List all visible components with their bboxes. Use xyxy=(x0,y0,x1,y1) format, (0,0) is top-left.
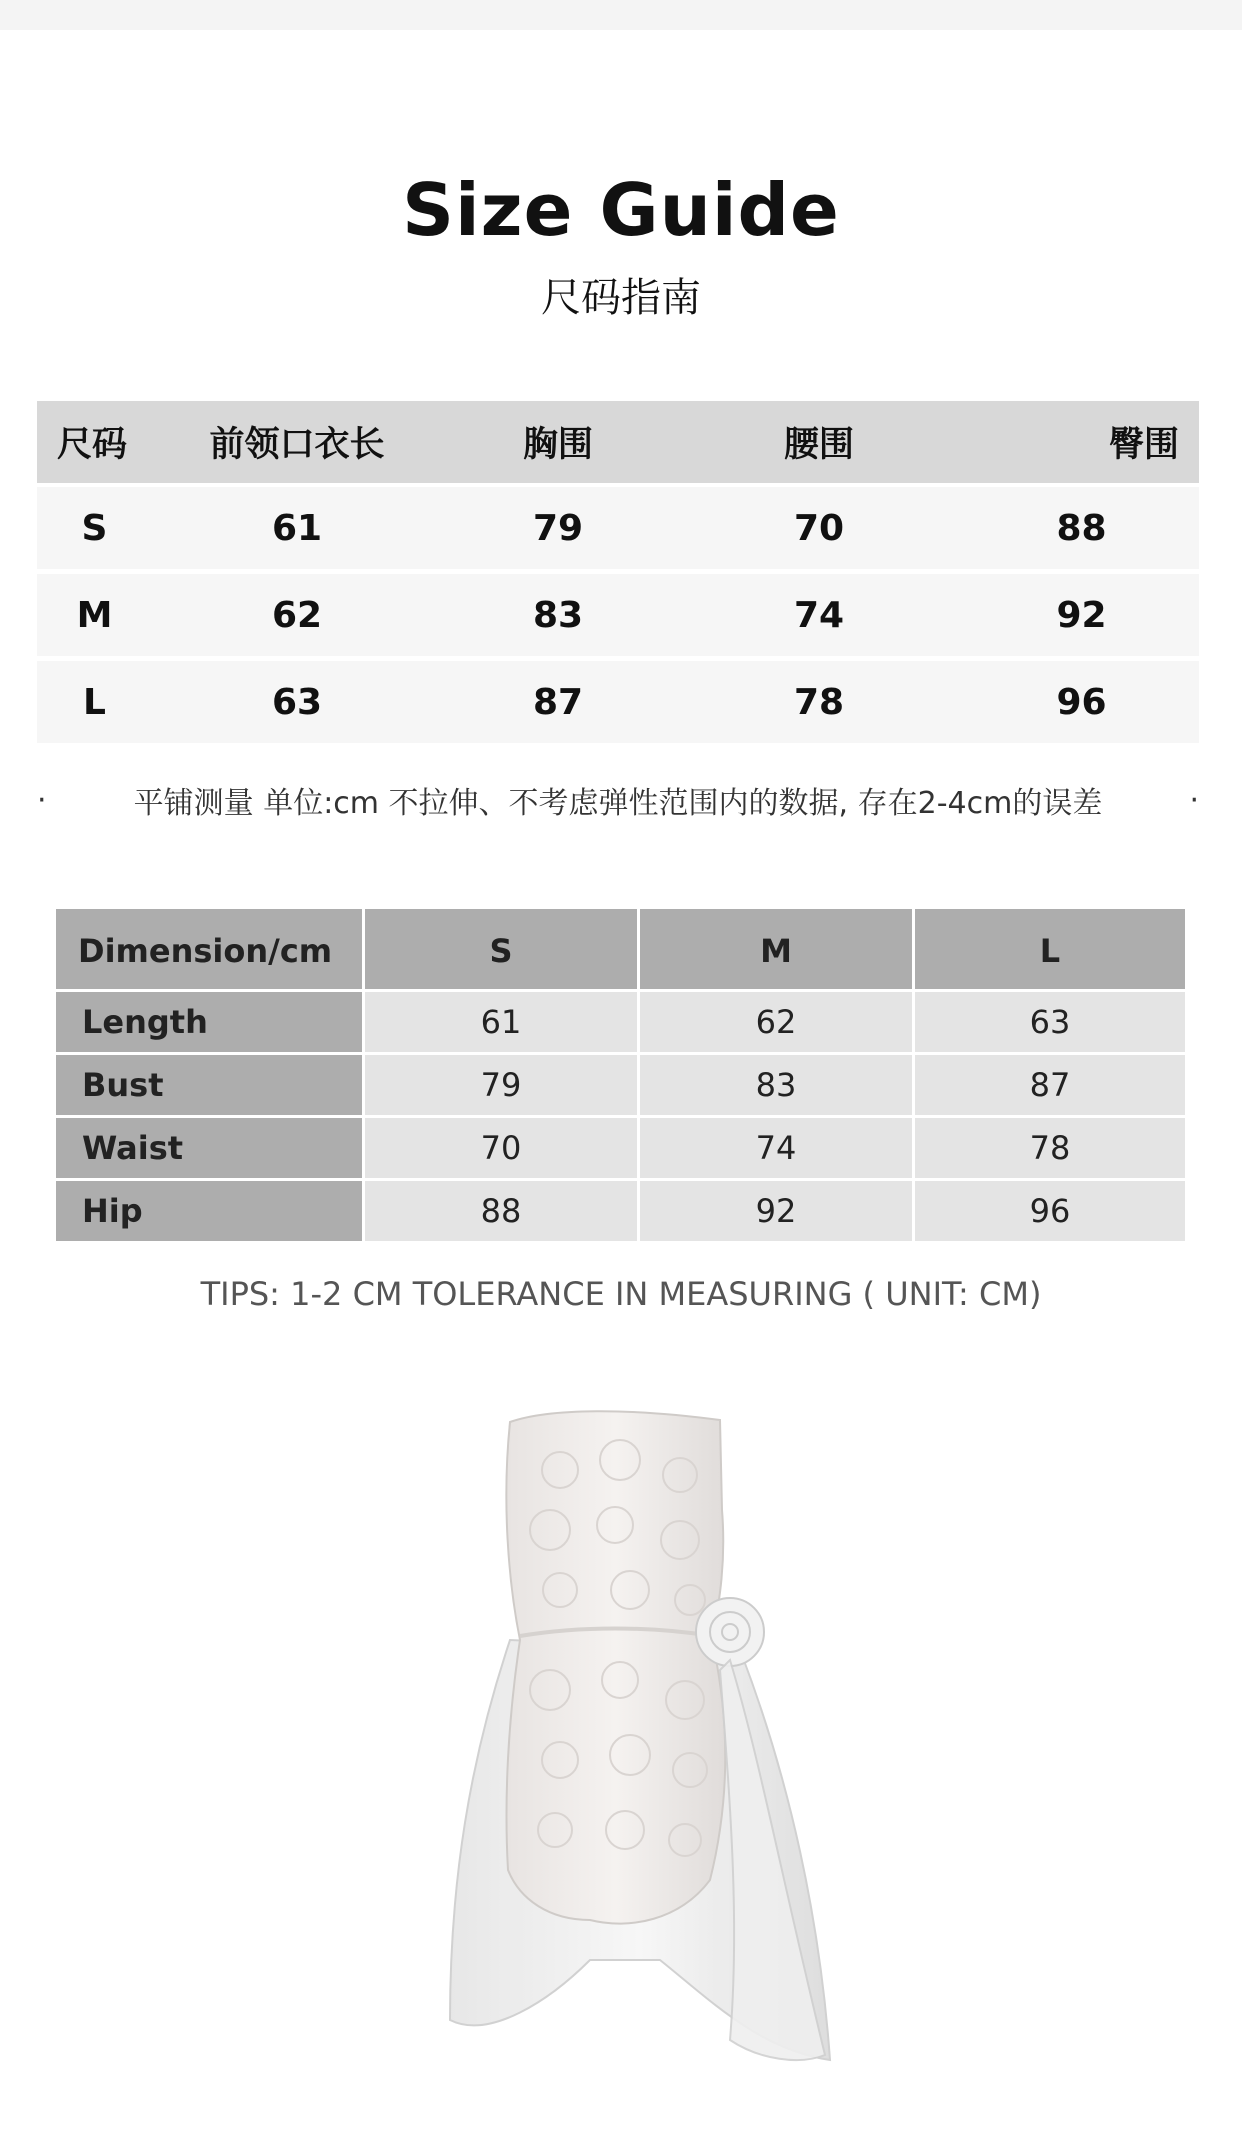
table-row xyxy=(37,661,1199,743)
value-cell: 62 xyxy=(271,594,323,636)
value-cell: 88 xyxy=(1056,507,1107,549)
rose-detail xyxy=(696,1598,764,1666)
table-row xyxy=(37,487,1199,569)
measurement-note-text: 平铺测量 单位:cm 不拉伸、不考虑弹性范围内的数据, 存在2-4cm的误差 xyxy=(133,786,1103,821)
en-table-header xyxy=(56,909,1185,989)
en-header-cell: M xyxy=(640,909,912,989)
value-cell: 62 xyxy=(640,992,912,1052)
value-cell: 79 xyxy=(532,507,584,549)
cn-header-cell: 前领口衣长 xyxy=(209,425,385,465)
table-row xyxy=(56,1181,1185,1241)
en-header-cell: S xyxy=(365,909,637,989)
table-row xyxy=(37,574,1199,656)
cn-header-cell: 腰围 xyxy=(783,425,854,465)
measurement-note xyxy=(37,778,1199,822)
value-cell: 87 xyxy=(915,1055,1185,1115)
dimension-label: Bust xyxy=(56,1055,362,1115)
value-cell: 78 xyxy=(793,681,845,723)
dress-illustration xyxy=(430,1400,850,2080)
value-cell: 83 xyxy=(532,594,584,636)
en-size-table xyxy=(56,909,1185,1244)
en-header-cell: Dimension/cm xyxy=(56,909,362,989)
tolerance-tip: TIPS: 1-2 CM TOLERANCE IN MEASURING ( UNIT: CM) xyxy=(200,1275,1042,1313)
cn-header-cell: 胸围 xyxy=(522,425,593,465)
cn-header-cell: 臀围 xyxy=(1108,425,1179,465)
value-cell: 70 xyxy=(793,507,845,549)
value-cell: 96 xyxy=(1056,681,1107,723)
page-subtitle: 尺码指南 xyxy=(541,275,701,321)
dimension-label: Length xyxy=(56,992,362,1052)
value-cell: 83 xyxy=(640,1055,912,1115)
value-cell: 63 xyxy=(915,992,1185,1052)
size-cell: M xyxy=(76,594,113,636)
en-header-cell: L xyxy=(915,909,1185,989)
value-cell: 88 xyxy=(365,1181,637,1241)
cn-header-cell: 尺码 xyxy=(57,425,128,465)
size-cell: S xyxy=(81,507,108,549)
value-cell: 74 xyxy=(793,594,845,636)
value-cell: 79 xyxy=(365,1055,637,1115)
bullet-dot: · xyxy=(37,782,47,818)
value-cell: 70 xyxy=(365,1118,637,1178)
table-row xyxy=(56,1118,1185,1178)
table-row xyxy=(56,992,1185,1052)
size-cell: L xyxy=(83,681,106,723)
value-cell: 92 xyxy=(640,1181,912,1241)
value-cell: 61 xyxy=(365,992,637,1052)
dimension-label: Hip xyxy=(56,1181,362,1241)
value-cell: 87 xyxy=(532,681,584,723)
value-cell: 61 xyxy=(271,507,323,549)
value-cell: 92 xyxy=(1056,594,1107,636)
cn-table-header xyxy=(37,401,1199,483)
top-strip xyxy=(0,0,1242,30)
dimension-label: Waist xyxy=(56,1118,362,1178)
table-row xyxy=(56,1055,1185,1115)
value-cell: 78 xyxy=(915,1118,1185,1178)
bullet-dot: · xyxy=(1189,782,1199,818)
dress-product-image xyxy=(430,1400,850,2080)
value-cell: 74 xyxy=(640,1118,912,1178)
value-cell: 96 xyxy=(915,1181,1185,1241)
cn-size-table xyxy=(37,401,1199,748)
value-cell: 63 xyxy=(271,681,323,723)
page-title: Size Guide xyxy=(402,168,840,252)
